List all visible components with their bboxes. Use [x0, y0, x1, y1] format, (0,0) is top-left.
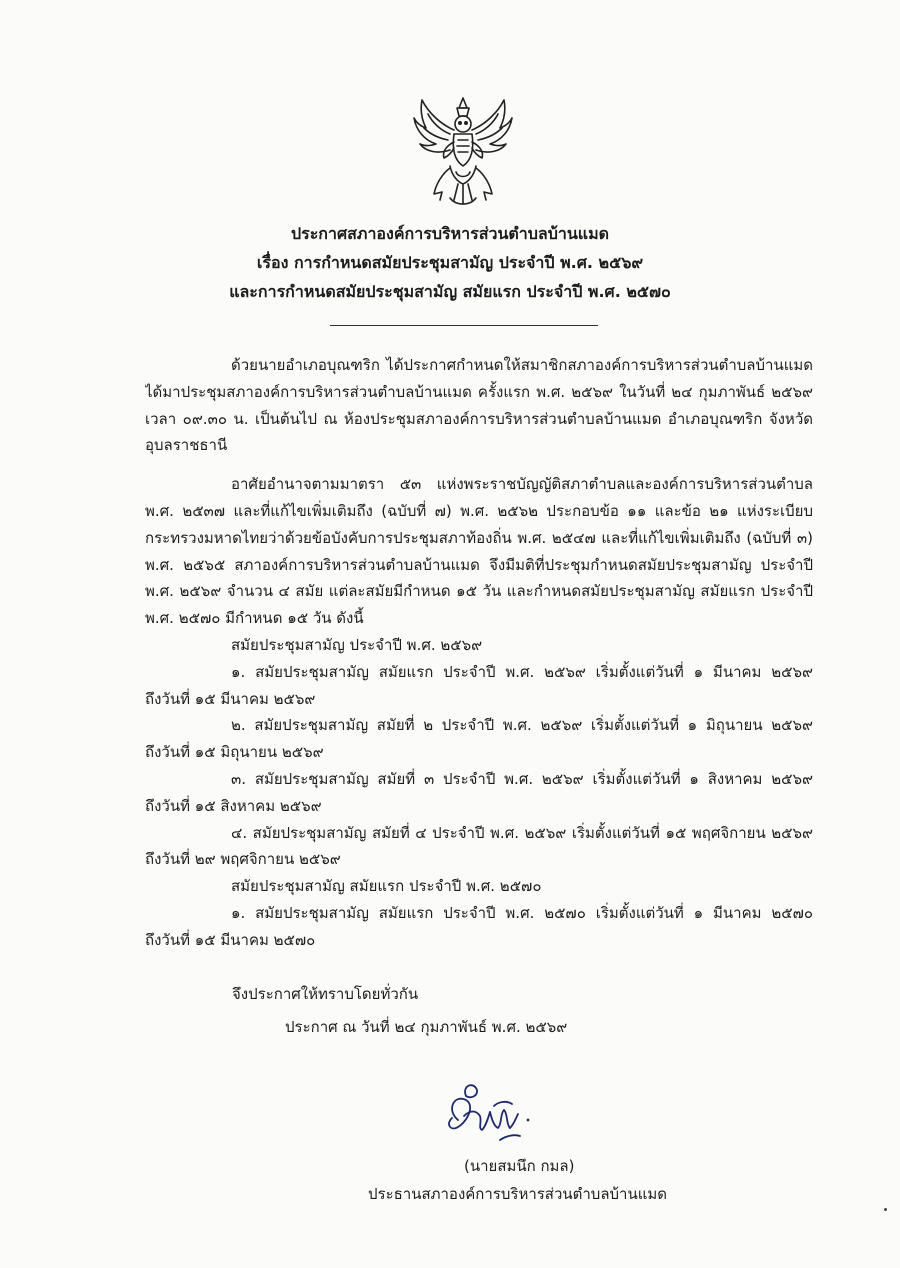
session-item-line2: ถึงวันที่ ๑๕ มิถุนายน ๒๕๖๙ [145, 743, 324, 762]
paragraph1-line: ด้วยนายอำเภอบุณฑริก ได้ประกาศกำหนดให้สมาชิกสภาองค์การบริหารส่วนตำบลบ้านแมด [231, 356, 813, 374]
session-item-line2: ถึงวันที่ ๑๕ สิงหาคม ๒๕๖๙ [145, 796, 322, 815]
paragraph2-line: อาศัยอำนาจตามมาตรา ๕๓ แห่งพระราชบัญญัติสภาตำบลและองค์การบริหารส่วนตำบล [231, 475, 813, 494]
paragraph2-line: พ.ศ. ๒๕๗๐ มีกำหนด ๑๕ วัน ดังนี้ [145, 609, 364, 628]
garuda-emblem-icon [410, 94, 516, 210]
paragraph1-line: ได้มาประชุมสภาองค์การบริหารส่วนตำบลบ้านแมด ครั้งแรก พ.ศ. ๒๕๖๙ ในวันที่ ๒๔ กุมภาพันธ์ ๒๕๖๙ [145, 382, 813, 401]
session-item-line2: ถึงวันที่ ๒๙ พฤศจิกายน ๒๕๖๙ [145, 850, 341, 869]
signature-icon [436, 1080, 532, 1146]
paragraph1-line: อุบลราชธานี [145, 436, 228, 455]
paragraph2-line: พ.ศ. ๒๕๓๗ และที่แก้ไขเพิ่มเติมถึง (ฉบับที่ ๗) พ.ศ. ๒๕๖๒ ประกอบข้อ ๑๑ และข้อ ๒๑ แห่งระเบียบ [145, 501, 813, 520]
session-item-line2: ถึงวันที่ ๑๕ มีนาคม ๒๕๖๙ [145, 689, 316, 708]
sessions-2569-heading: สมัยประชุมสามัญ ประจำปี พ.ศ. ๒๕๖๙ [231, 635, 483, 654]
paragraph2-line: พ.ศ. ๒๕๖๙ จำนวน ๔ สมัย แต่ละสมัยมีกำหนด ๑๕ วัน และกำหนดสมัยประชุมสามัญ สมัยแรก ประจำปี [145, 582, 813, 601]
session-item-line1: ๓. สมัยประชุมสามัญ สมัยที่ ๓ ประจำปี พ.ศ. ๒๕๖๙ เริ่มตั้งแต่วันที่ ๑ สิงหาคม ๒๕๖๙ [231, 769, 813, 788]
title-divider [330, 325, 598, 326]
paragraph1-line: เวลา ๐๙.๓๐ น. เป็นต้นไป ณ ห้องประชุมสภาองค์การบริหารส่วนตำบลบ้านแมด อำเภอบุณฑริก จังหวัด [145, 409, 813, 428]
closing-statement: จึงประกาศให้ทราบโดยทั่วกัน [232, 985, 419, 1003]
session-item-line1: ๔. สมัยประชุมสามัญ สมัยที่ ๔ ประจำปี พ.ศ. ๒๕๖๙ เริ่มตั้งแต่วันที่ ๑๕ พฤศจิกายน ๒๕๖๙ [231, 823, 813, 842]
session-item-line1: ๒. สมัยประชุมสามัญ สมัยที่ ๒ ประจำปี พ.ศ. ๒๕๖๙ เริ่มตั้งแต่วันที่ ๑ มิถุนายน ๒๕๖๙ [231, 716, 813, 735]
title-line: ประกาศสภาองค์การบริหารส่วนตำบลบ้านแมด [290, 224, 610, 243]
announcement-title [0, 219, 900, 306]
title-subject-line-2: และการกำหนดสมัยประชุมสามัญ สมัยแรก ประจำปี พ.ศ. ๒๕๗๐ [229, 282, 671, 301]
sessions-2570-heading: สมัยประชุมสามัญ สมัยแรก ประจำปี พ.ศ. ๒๕๗๐ [231, 877, 542, 896]
title-subject-line: เรื่อง การกำหนดสมัยประชุมสามัญ ประจำปี พ.ศ. ๒๕๖๙ [256, 253, 644, 272]
announcement-date: ประกาศ ณ วันที่ ๒๔ กุมภาพันธ์ พ.ศ. ๒๕๖๙ [285, 1018, 568, 1036]
session-item-line1: ๑. สมัยประชุมสามัญ สมัยแรก ประจำปี พ.ศ. ๒๕๗๐ เริ่มตั้งแต่วันที่ ๑ มีนาคม ๒๕๗๐ [231, 903, 813, 922]
signer-name: (นายสมนึก กมล) [464, 1157, 575, 1175]
session-item-line1: ๑. สมัยประชุมสามัญ สมัยแรก ประจำปี พ.ศ. ๒๕๖๙ เริ่มตั้งแต่วันที่ ๑ มีนาคม ๒๕๖๙ [231, 662, 813, 681]
signer-position: ประธานสภาองค์การบริหารส่วนตำบลบ้านแมด [368, 1185, 668, 1203]
session-item-line2: ถึงวันที่ ๑๕ มีนาคม ๒๕๗๐ [145, 930, 316, 949]
paper-speck [884, 1208, 887, 1211]
paragraph2-line: กระทรวงมหาดไทยว่าด้วยข้อบังคับการประชุมสภาท้องถิ่น พ.ศ. ๒๕๔๗ และที่แก้ไขเพิ่มเติมถึง (ฉบับที่ ๓) [145, 528, 813, 547]
announcement-body [145, 352, 813, 954]
paragraph2-line: พ.ศ. ๒๕๖๕ สภาองค์การบริหารส่วนตำบลบ้านแมด จึงมีมติที่ประชุมกำหนดสมัยประชุมสามัญ ประจำปี [145, 555, 813, 574]
